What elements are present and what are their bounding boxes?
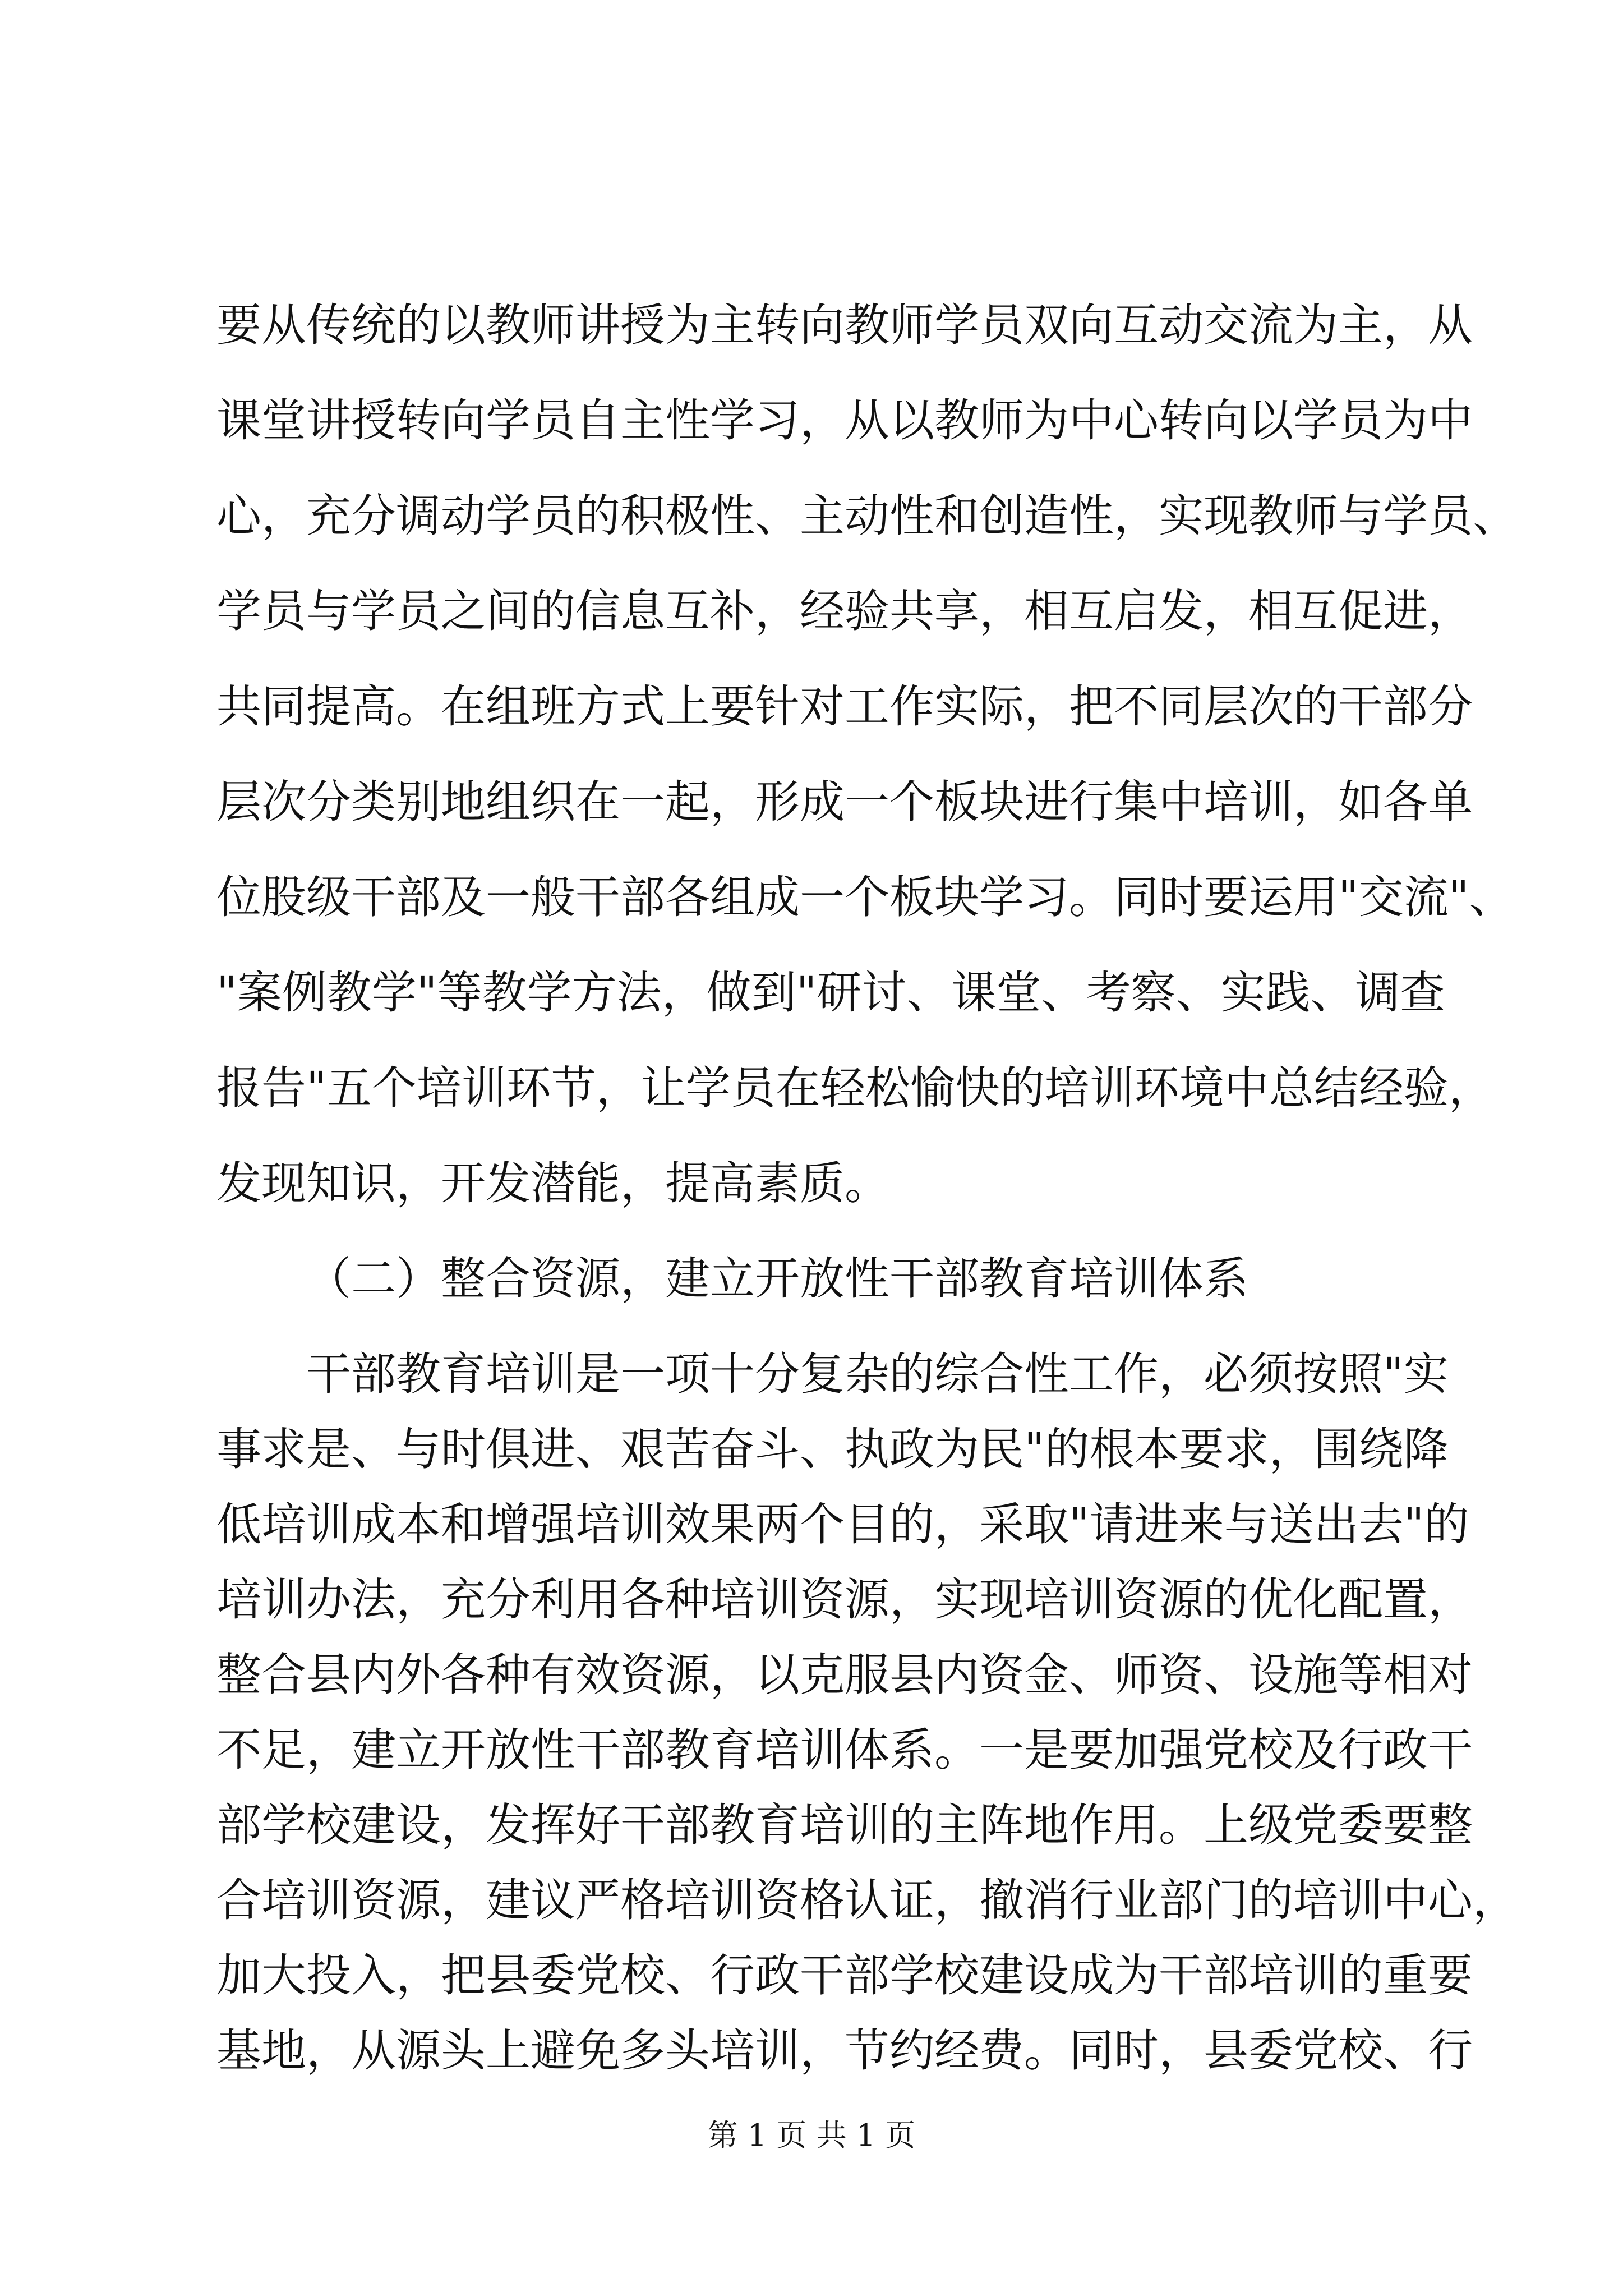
text-line: 学员与学员之间的信息互补，经验共享，相互启发，相互促进，	[216, 585, 1473, 637]
text-line: 基地，从源头上避免多头培训，节约经费。同时，县委党校、行	[216, 2024, 1473, 2077]
text-line: 发现知识，开发潜能，提高素质。	[216, 1157, 889, 1209]
text-line: 共同提高。在组班方式上要针对工作实际，把不同层次的干部分	[216, 680, 1473, 733]
text-line: 心，充分调动学员的积极性、主动性和创造性，实现教师与学员、	[216, 490, 1518, 542]
text-line: 不足，建立开放性干部教育培训体系。一是要加强党校及行政干	[216, 1724, 1473, 1776]
text-line: 加大投入，把县委党校、行政干部学校建设成为干部培训的重要	[216, 1949, 1473, 2001]
text-line: 事求是、与时俱进、艰苦奋斗、执政为民"的根本要求，围绕降	[216, 1423, 1449, 1475]
text-line: 层次分类别地组织在一起，形成一个板块进行集中培训，如各单	[216, 776, 1473, 828]
text-line: 整合县内外各种有效资源，以克服县内资金、师资、设施等相对	[216, 1649, 1473, 1701]
text-line: 干部教育培训是一项十分复杂的综合性工作，必须按照"实	[306, 1348, 1449, 1400]
text-line: 位股级干部及一般干部各组成一个板块学习。同时要运用"交流"、	[216, 871, 1514, 923]
text-line: 培训办法，充分利用各种培训资源，实现培训资源的优化配置，	[216, 1573, 1473, 1626]
text-line: 要从传统的以教师讲授为主转向教师学员双向互动交流为主，从	[216, 299, 1473, 351]
text-line: 低培训成本和增强培训效果两个目的，采取"请进来与送出去"的	[216, 1498, 1469, 1550]
text-line: 合培训资源，建议严格培训资格认证，撤消行业部门的培训中心，	[216, 1874, 1518, 1926]
text-line: 报告"五个培训环节，让学员在轻松愉快的培训环境中总结经验，	[216, 1062, 1493, 1114]
text-line: 部学校建设，发挥好干部教育培训的主阵地作用。上级党委要整	[216, 1799, 1473, 1851]
page-footer: 第 1 页 共 1 页	[707, 2118, 916, 2153]
section-heading: （二）整合资源，建立开放性干部教育培训体系	[306, 1253, 1248, 1305]
text-line: 课堂讲授转向学员自主性学习，从以教师为中心转向以学员为中	[216, 394, 1473, 447]
text-line: "案例教学"等教学方法，做到"研讨、课堂、考察、实践、调查	[216, 967, 1445, 1019]
